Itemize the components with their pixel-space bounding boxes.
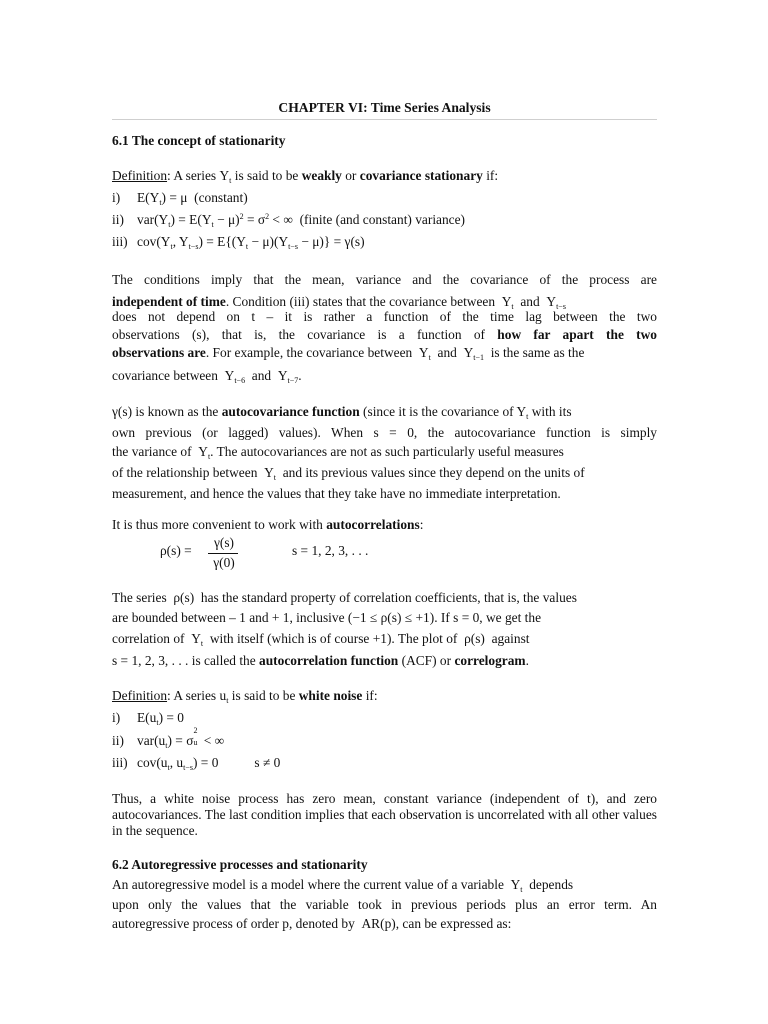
chapter-title: CHAPTER VI: Time Series Analysis xyxy=(278,100,491,115)
sub-t: t xyxy=(226,696,229,705)
para-text: ). If s = 0, we get the xyxy=(429,610,542,625)
def-text: if: xyxy=(482,168,499,183)
bold-observations-are: observations are xyxy=(112,345,206,360)
bold-how-far-apart: how far apart the two xyxy=(497,327,657,342)
var-y: Y xyxy=(510,877,521,892)
wn-condition-ii xyxy=(112,726,657,750)
para-text: depends xyxy=(529,877,574,892)
sub-t-s: t−s xyxy=(288,242,298,251)
sup-2: 2 xyxy=(265,212,270,221)
para-text: and xyxy=(520,294,540,309)
para-text: with its xyxy=(528,404,572,419)
sub-t-s: t−s xyxy=(188,242,199,251)
para-4-line-3 xyxy=(112,631,657,647)
sup-2: 2 xyxy=(193,726,198,735)
fraction-denominator: γ(0) xyxy=(213,555,235,570)
var-y: Y xyxy=(219,168,230,183)
para-text: It is thus more convenient to work with xyxy=(112,517,327,532)
math-gamma-s: γ(s) xyxy=(112,404,133,419)
condition-ii xyxy=(112,212,657,228)
definition-stationarity xyxy=(112,168,657,184)
condition-iii xyxy=(112,234,657,250)
condition-number: i) xyxy=(112,190,121,205)
para-2-line-3 xyxy=(112,444,657,460)
math-expr: E(u xyxy=(137,710,157,725)
math-expr: < ∞ xyxy=(200,733,225,748)
section-heading-6-2: 6.2 Autoregressive processes and stationarity xyxy=(112,857,368,872)
sub-t-1: t−1 xyxy=(473,353,484,362)
math-rho-s: ρ(s) xyxy=(464,631,485,646)
para-text: covariance between xyxy=(112,368,218,383)
para-text: is the same as the xyxy=(490,345,585,360)
para-2-line-2: own previous (or lagged) values). When s = 0, the autocovariance function is simply xyxy=(112,425,657,440)
para-text: the variance of xyxy=(112,444,192,459)
para-text: and its previous values since they depend on the units of xyxy=(282,465,585,480)
condition-number: iii) xyxy=(112,234,128,249)
para-1-line-5 xyxy=(112,345,657,361)
para-1-line-6: covariance between $Y_{t-6}$ and $Y_{t-7}$. xyxy=(112,368,302,385)
math-expr: − μ)} = γ(s) xyxy=(298,234,365,249)
para-1-line-4 xyxy=(112,327,657,343)
def-text: : A series xyxy=(167,688,220,703)
sub-t: t xyxy=(170,242,173,251)
sub-t: t xyxy=(511,302,514,311)
para-text: of the relationship between xyxy=(112,465,258,480)
wn-condition-i xyxy=(112,710,657,726)
var-y: Y xyxy=(191,631,201,646)
bold-correlogram: correlogram xyxy=(454,653,526,668)
var-y: Y xyxy=(277,368,288,383)
para-text: and xyxy=(251,368,272,383)
definition-label: Definition xyxy=(112,168,168,183)
sub-t: t xyxy=(526,412,529,421)
bold-covariance-stationary: covariance stationary xyxy=(359,168,483,183)
para-4-line-1 xyxy=(112,590,657,606)
condition-number: ii) xyxy=(112,212,124,227)
math-expr: ) = E(Y xyxy=(170,212,212,227)
sub-t-s: t−s xyxy=(183,763,193,772)
sec-2-line-2: upon only the values that the variable took in previous periods plus an error term. An xyxy=(112,897,657,912)
sub-t: t xyxy=(207,452,211,461)
bold-white-noise: white noise xyxy=(298,688,363,703)
math-inequality: −1 ≤ ρ(s) ≤ +1 xyxy=(352,610,430,625)
wn-condition-iii xyxy=(112,755,657,771)
sub-t: t xyxy=(168,220,171,229)
sub-t-6: t−6 xyxy=(234,376,246,385)
def-text: is said to be xyxy=(231,168,302,183)
para-2-line-1 xyxy=(112,404,657,420)
para-text: , can be expressed as: xyxy=(395,916,512,931)
para-text: (since it is the covariance of xyxy=(359,404,517,419)
para-4-line-2 xyxy=(112,610,657,626)
para-text: is called the xyxy=(188,653,260,668)
var-u: u xyxy=(219,688,227,703)
sigma-indices xyxy=(193,726,200,747)
para-5: Thus, a white noise process has zero mean, constant variance (independent of t), and zero autocovariances. The last condition implies that each observation is uncorrelated with all other values in the sequence. xyxy=(112,791,657,838)
math-ar-p: AR(p) xyxy=(361,916,396,931)
math-expr: ) = μ xyxy=(161,190,188,205)
math-expr: = σ xyxy=(243,212,266,227)
para-text: against xyxy=(491,631,530,646)
sub-t: t xyxy=(200,639,204,648)
para-text: are bounded between – 1 and + 1, inclusive ( xyxy=(112,610,353,625)
para-text: . For example, the covariance between xyxy=(205,345,413,360)
para-1-line-1: The conditions imply that the mean, variance and the covariance of the process are xyxy=(112,272,657,287)
math-expr: cov(u xyxy=(137,755,168,770)
sub-t: t xyxy=(520,885,523,894)
definition-white-noise xyxy=(112,688,657,704)
sub-t: t xyxy=(229,176,232,185)
para-text: The series xyxy=(112,590,167,605)
var-y: Y xyxy=(264,465,274,480)
para-text: An autoregressive model is a model where the current value of a variable xyxy=(112,877,504,892)
def-text: : A series xyxy=(167,168,220,183)
para-text: . The autocovariances are not as such particularly useful measures xyxy=(210,444,564,459)
math-expr: < ∞ xyxy=(269,212,293,227)
var-y: Y xyxy=(516,404,527,419)
para-1-line-3: does not depend on t – it is rather a function of the time lag between the two xyxy=(112,309,657,324)
para-text: and xyxy=(437,345,457,360)
fraction-numerator: γ(s) xyxy=(213,535,235,550)
condition-number: ii) xyxy=(112,733,124,748)
condition-note: (constant) xyxy=(194,190,248,205)
sub-u: u xyxy=(193,738,198,747)
para-text: observations (s), that is, the covariance is a function of xyxy=(112,327,486,342)
condition-number: i) xyxy=(112,710,121,725)
title-rule xyxy=(112,119,657,120)
sub-t: t xyxy=(156,718,159,727)
fraction-bar xyxy=(208,553,238,554)
def-text: is said to be xyxy=(228,688,299,703)
math-expr: ) = 0 xyxy=(158,710,184,725)
var-y: Y xyxy=(546,294,557,309)
condition-note: (finite (and constant) variance) xyxy=(299,212,466,227)
sub-t: t xyxy=(428,353,431,362)
sub-t: t xyxy=(273,473,276,482)
math-condition: s ≠ 0 xyxy=(254,755,281,770)
def-text: if: xyxy=(362,688,378,703)
sub-t: t xyxy=(167,763,170,772)
sec-2-line-3 xyxy=(112,916,657,932)
math-expr: , Y xyxy=(172,234,189,249)
math-expr: − μ)(Y xyxy=(248,234,289,249)
para-text: has the standard property of correlation coefficients, that is, the values xyxy=(200,590,577,605)
sub-t: t xyxy=(165,741,168,750)
para-1-line-2 xyxy=(112,294,657,310)
bold-autocovariance-function: autocovariance function xyxy=(221,404,360,419)
math-expr: ) = σ xyxy=(167,733,194,748)
para-text: with itself (which is of course +1). The plot of xyxy=(209,631,458,646)
para-text: : xyxy=(419,517,424,532)
math-expr: − μ) xyxy=(213,212,240,227)
math-rho-s: ρ(s) xyxy=(173,590,195,605)
bold-weakly: weakly xyxy=(301,168,342,183)
var-y: Y xyxy=(501,294,512,309)
para-text: autoregressive process of order p, denoted by xyxy=(112,916,355,931)
para-2-line-4 xyxy=(112,465,657,481)
math-expr: , u xyxy=(169,755,184,770)
para-text: . xyxy=(525,653,529,668)
math-expr: ) = E{(Y xyxy=(198,234,246,249)
var-y: Y xyxy=(224,368,235,383)
sup-2: 2 xyxy=(239,212,244,221)
rho-lhs: ρ(s) = xyxy=(160,543,192,558)
s-values: s = 1, 2, 3, . . . xyxy=(292,543,369,558)
math-expr: cov(Y xyxy=(137,234,171,249)
sub-t: t xyxy=(159,198,162,207)
math-expr: E(Y xyxy=(137,190,160,205)
para-text: . Condition (iii) states that the covariance between xyxy=(225,294,496,309)
definition-label: Definition xyxy=(112,688,168,703)
sub-t-s: t−s xyxy=(556,302,566,311)
bold-independent-of-time: independent of time xyxy=(112,294,226,309)
math-expr: ) = 0 xyxy=(192,755,219,770)
math-s-values: s = 1, 2, 3, . . . xyxy=(112,653,189,668)
var-y: Y xyxy=(463,345,474,360)
section-heading-6-1: 6.1 The concept of stationarity xyxy=(112,133,286,148)
bold-autocorrelations: autocorrelations xyxy=(326,517,420,532)
para-text: is known as the xyxy=(132,404,222,419)
para-4-line-4 xyxy=(112,653,657,669)
math-expr: var(u xyxy=(137,733,166,748)
para-3-line-1 xyxy=(112,517,657,533)
condition-number: iii) xyxy=(112,755,128,770)
math-expr: var(Y xyxy=(137,212,169,227)
para-text: (ACF) or xyxy=(398,653,455,668)
sub-t-7: t−7 xyxy=(287,376,299,385)
def-text: or xyxy=(341,168,360,183)
var-y: Y xyxy=(418,345,429,360)
sub-t: t xyxy=(211,220,214,229)
var-y: Y xyxy=(198,444,208,459)
condition-i xyxy=(112,190,657,206)
sec-2-line-1 xyxy=(112,877,657,893)
para-text: correlation of xyxy=(112,631,185,646)
sub-t: t xyxy=(245,242,249,251)
bold-autocorrelation-function: autocorrelation function xyxy=(259,653,399,668)
para-2-line-5: measurement, and hence the values that they take have no immediate interpretation. xyxy=(112,486,561,501)
